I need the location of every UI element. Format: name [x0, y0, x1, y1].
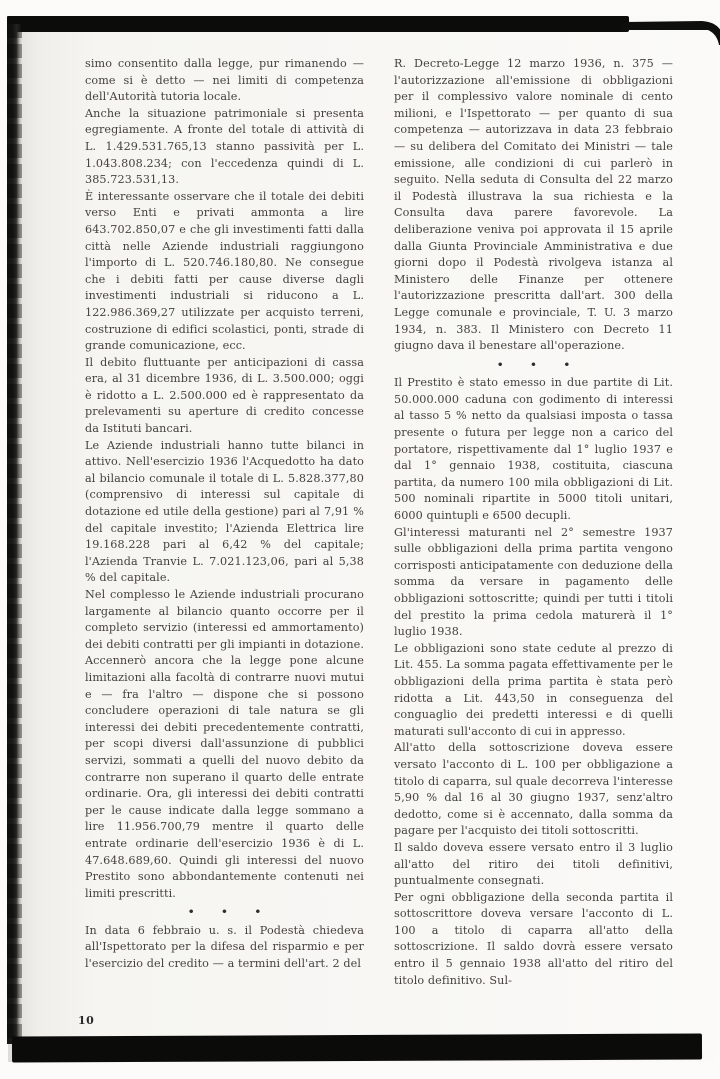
paragraph: Il debito fluttuante per anticipazioni di cassa era, al 31 dicembre 1936, di L. 3.500.000; oggi è ridotto a L. 2.500.000 ed è rappresentato da prelevamenti su aperture di credito concesse da Istituti bancari. [85, 355, 364, 436]
scan-artifact-bottom-bar [12, 1033, 702, 1062]
paragraph: Le obbligazioni sono state cedute al prezzo di Lit. 455. La somma pagata effettivamente per le obbligazioni della prima partita è stata però ridotta a Lit. 443,50 in conseguenza del conguaglio dei predetti interessi e di quelli maturati sull'acconto di cui in appresso. [394, 641, 673, 738]
paragraph: Il Prestito è stato emesso in due partite di Lit. 50.000.000 caduna con godimento di interessi al tasso 5 % netto da qualsiasi imposta o tassa presente o futura per legge non a carico del portatore, rispettivamente dal 1° luglio 1937 e dal 1° gennaio 1938, costituita, ciascuna partita, da numero 100 mila obbligazioni di Lit. 500 nominali ripartite in 5000 titoli unitari, 6000 quintupli e 6500 decupli. [394, 376, 673, 523]
paragraph: Nel complesso le Aziende industriali procurano largamente al bilancio quanto occorre per il completo servizio (interessi ed ammortamento) dei debiti contratti per gli impianti in dotazione. [85, 588, 364, 651]
section-separator: • • • [496, 356, 582, 372]
paragraph: Gl'interessi maturanti nel 2° semestre 1937 sulle obbligazioni della prima partita vengono corrisposti anticipatamente con deduzione della somma da versare in pagamento delle obbligazioni sottoscritte; quindi per tutti i titoli del prestito la prima cedola maturerà il 1° luglio 1938. [394, 525, 673, 639]
paragraph: Anche la situazione patrimoniale si presenta egregiamente. A fronte del totale di attività di L. 1.429.531.765,13 stanno passività per L. 1.043.808.234; con l'eccedenza quindi di L. 385.723.531,13. [85, 106, 364, 187]
paragraph: Le Aziende industriali hanno tutte bilanci in attivo. Nell'esercizio 1936 l'Acquedotto ha dato al bilancio comunale il totale di L. 5.828.377,80 (comprensivo di interessi sul capitale di dotazione ed utile della gestione) pari al 7,91 % del capitale investito; l'Azienda Elettrica lire 19.168.228 pari al 6,42 % del capitale; l'Azienda Tranvie L. 7.021.123,06, pari al 5,38 % del capitale. [85, 438, 364, 585]
page-number: 10 [78, 1014, 95, 1027]
left-column [85, 56, 364, 973]
paragraph: R. Decreto-Legge 12 marzo 1936, n. 375 — l'autorizzazione all'emissione di obbligazioni per il complessivo valore nominale di cento milioni, e l'Ispettorato — per quanto di sua competenza — autorizzava in data 23 febbraio — su delibera del Comitato dei Ministri — tale emissione, alle condizioni di cui parlerò in seguito. Nella seduta di Consulta del 22 marzo il Podestà illustrava la sua richiesta e la Consulta dava parere favorevole. La deliberazione veniva poi approvata il 15 aprile dalla Giunta Provinciale Amministrativa e due giorni dopo il Podestà rivolgeva istanza al Ministero delle Finanze per ottenere l'autorizzazione prescritta dall'art. 300 della Legge comunale e provinciale, T. U. 3 marzo 1934, n. 383. Il Ministero con Decreto 11 giugno dava il benestare all'operazione. [394, 57, 673, 353]
section-separator: • • • [187, 904, 273, 920]
scan-artifact-top-bar [7, 16, 629, 32]
paragraph: In data 6 febbraio u. s. il Podestà chiedeva all'Ispettorato per la difesa del risparmio e per l'esercizio del credito — a termini dell'art. 2 del [85, 923, 364, 971]
paragraph: Per ogni obbligazione della seconda partita il sottoscrittore doveva versare l'acconto di L. 100 a titolo di caparra all'atto della sottoscrizione. Il saldo dovrà essere versato entro il 5 gennaio 1938 all'atto del ritiro del titolo definitivo. Sul- [394, 890, 673, 987]
paragraph: È interessante osservare che il totale dei debiti verso Enti e privati ammonta a lire 643.702.850,07 e che gli investimenti fatti dalla città nelle Aziende industriali raggiungono l'importo di L. 520.746.180,80. Ne consegue che i debiti fatti per cause diverse dagli investimenti industriali si riducono a L. 122.986.369,27 utilizzate per acquisto terreni, costruzione di edifici scolastici, ponti, strade di grande comunicazione, ecc. [85, 189, 364, 353]
paragraph: simo consentito dalla legge, pur rimanendo — come si è detto — nei limiti di competenza dell'Autorità tutoria locale. [85, 57, 364, 104]
paragraph: Accennerò ancora che la legge pone alcune limitazioni alla facoltà di contrarre nuovi mutui e — fra l'altro — dispone che si possono concludere operazioni di tale natura se gli interessi dei debiti precedentemente contratti, per scopi diversi dall'assunzione di pubblici servizi, sommati a quelli del nuovo debito da contrarre non superano il quarto delle entrate ordinarie. Ora, gli interessi dei debiti contratti per le cause indicate dalla legge sommano a lire 11.956.700,79 mentre il quarto delle entrate ordinarie dell'esercizio 1936 è di L. 47.648.689,60. Quindi gli interessi del nuovo Prestito sono abbondantemente contenuti nei limiti prescritti. [85, 654, 364, 900]
right-column [394, 56, 673, 989]
scan-artifact-top-edge-line [622, 18, 720, 52]
scan-artifact-left-edge [7, 24, 22, 1044]
paragraph: All'atto della sottoscrizione doveva essere versato l'acconto di L. 100 per obbligazione a titolo di caparra, sul quale decorreva l'interesse 5,90 % dal 16 al 30 giugno 1937, senz'altro dedotto, come si è accennato, dalla somma da pagare per l'acquisto dei titoli sottoscritti. [394, 741, 673, 838]
paragraph: Il saldo doveva essere versato entro il 3 luglio all'atto del ritiro dei titoli definitivi, puntualmente consegnati. [394, 840, 673, 888]
